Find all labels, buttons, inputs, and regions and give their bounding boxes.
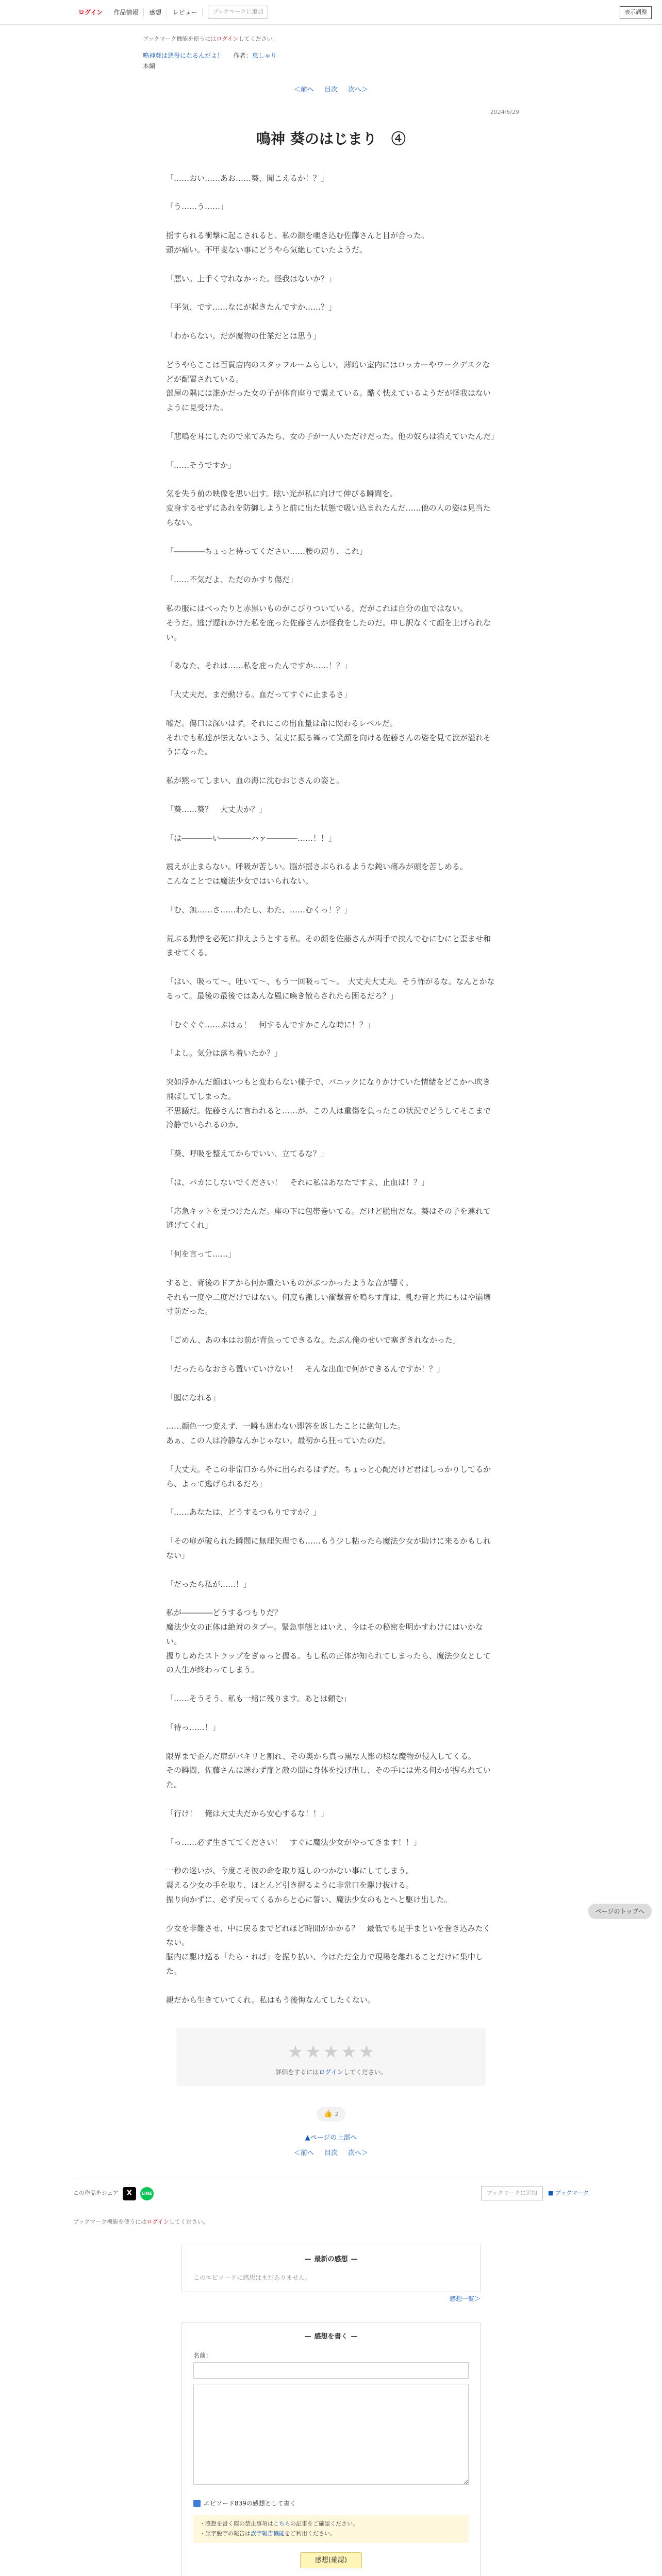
site-header [0, 0, 662, 25]
episode-pager-top [143, 85, 519, 95]
body-paragraph: 「何を言って……」 [166, 1249, 236, 1259]
body-paragraph: どうやらここは百貨店内のスタッフルームらしい。薄暗い室内にはロッカーやワークデスクなどが配置されている。 部屋の隅には誰かだった女の子が体育座りで震えている。酷く怯えているようだが怪我はないように見受けた。 [166, 360, 491, 412]
share-bar [73, 2179, 589, 2200]
body-paragraph: 「葵、呼吸を整えてからでいい、立てるな？」 [166, 1149, 328, 1158]
breadcrumb: 鳴神葵は悪役になるんだよ！ 作者：恵しゃり [143, 52, 277, 59]
episode-title: 鳴神 葵のはじまり ④ [256, 130, 406, 147]
author-link[interactable]: 恵しゃり [252, 52, 277, 59]
body-paragraph: 「は、バカにしないでください！ それに私はあなたですよ、止血は！？」 [166, 1177, 429, 1187]
rating-box [176, 2028, 486, 2086]
bookmark-add-button[interactable]: ブックマークに追加 [208, 6, 268, 19]
body-paragraph: 「……そうそう、私も一緒に残ります。あとは頼む」 [166, 1694, 351, 1703]
body-paragraph: 突如浮かんだ顔はいつもと変わらない様子で、パニックになりかけていた情緒をどこかへ吹き飛ばしてしまった。 不思議だ。佐藤さんに言われると……が、この人は重傷を負ったこの状況でどうしてそこまで冷静でいられるのか。 [166, 1077, 491, 1130]
body-paragraph: 「だったら私が……！」 [166, 1579, 252, 1589]
impression-warning: ・感想を書く際の禁止事項はこちらの記事をご確認ください。 ・誤字脱字の報告は誤字報告機能をご利用ください。 [193, 2515, 469, 2543]
body-paragraph: 「――――ちょっと待ってください……腰の辺り、これ」 [166, 546, 368, 556]
prev-link[interactable]: ＜前へ [293, 86, 314, 94]
nav-impressions[interactable]: 感想 [144, 8, 167, 17]
body-paragraph: 「悲鳴を耳にしたので来てみたら、女の子が一人いただけだった。他の奴らは消えていたんだ」 [166, 431, 499, 441]
body-paragraph: 「むぐぐぐ……ぷはぁ！ 何するんですかこんな時に！？」 [166, 1020, 375, 1029]
body-paragraph: 親だから生きていてくれ。私はもう後悔なんてしたくない。 [166, 1995, 375, 2005]
bookmark-icon: ■ [548, 2190, 555, 2197]
body-paragraph: 「……あなたは、どうするつもりですか？」 [166, 1507, 321, 1517]
notice-login-link-bottom[interactable]: ログイン [146, 2218, 169, 2225]
x-share-icon[interactable]: X [123, 2187, 136, 2200]
body-paragraph: 「だったらなおさら置いていけない！ そんな出血で何ができるんですか！？」 [166, 1364, 445, 1374]
body-paragraph: 「はい、吸って～、吐いて～、もう一回吸って～。 大丈夫大丈夫。そう怖がるな。なんとかなるって。最後の最後ではあんな風に喚き散らされたら困るだろ？」 [166, 977, 495, 1001]
login-link[interactable]: ログイン [73, 8, 108, 17]
body-paragraph: 私が黙ってしまい、血の海に沈むおじさんの姿と。 [166, 776, 344, 785]
body-paragraph: 「行け！ 俺は大丈夫だから安心するな！！」 [166, 1808, 329, 1818]
body-paragraph: 「む、無……さ……わたし、わた、……むくっ！？」 [166, 905, 352, 914]
body-paragraph: 「平気、です……なにが起きたんですか……？」 [166, 302, 337, 312]
nav-reviews[interactable]: レビュー [167, 8, 203, 17]
body-paragraph: 「あなた、それは……私を庇ったんですか……！？」 [166, 661, 352, 671]
body-paragraph: 「応急キットを見つけたんだ。座の下に包帯巻いてる。だけど脱出だな。葵はその子を連れて逃げてくれ」 [166, 1206, 491, 1230]
latest-impressions [181, 2245, 481, 2292]
body-paragraph: 「悪い。上手く守れなかった。怪我はないか？」 [166, 274, 337, 283]
body-paragraph: 気を失う前の映像を思い出す。眩い光が私に向けて伸びる瞬間を。 変身するせずにあれを防御しようと前に出た状態で吸い込まれたんだ……他の人の姿は見当たらない。 [166, 489, 491, 527]
index-link[interactable]: 目次 [324, 86, 338, 94]
episode-checkbox-row[interactable] [193, 2499, 469, 2508]
body-paragraph: 「ごめん、あの本はお前が背負ってできるな。たぶん俺のせいで塞ぎきれなかった」 [166, 1335, 460, 1345]
like-button[interactable] [317, 2107, 346, 2122]
bookmark-notice-bottom: ブックマーク機能を使うにはログインしてください。 [73, 2218, 209, 2225]
body-paragraph: 「大丈夫だ。まだ動ける。血だってすぐに止まるさ」 [166, 690, 352, 699]
body-paragraph: 「う……う……」 [166, 202, 228, 212]
body-paragraph: 「わからない。だが魔物の仕業だとは思う」 [166, 331, 321, 341]
body-paragraph: ……顔色一つ変えず、一瞬も迷わない即答を返したことに絶句した。 あぁ、この人は冷静なんかじゃない。最初から狂っていたのだ。 [166, 1421, 405, 1445]
body-paragraph: 限界まで歪んだ扉がバキリと割れ、その奥から真っ黒な人影の様な魔物が侵入してくる。 その瞬間、佐藤さんは迷わず扉と敵の間に身体を投げ出し、その手には光る何かが握られていた。 [166, 1751, 491, 1789]
body-paragraph: 「その扉が破られた瞬間に無理矢理でも……もう少し粘ったら魔法少女が助けに来るかもしれない」 [166, 1536, 491, 1560]
impressions-list-link[interactable]: 感想一覧＞ [449, 2295, 481, 2302]
body-paragraph: 「囮になれる」 [166, 1393, 221, 1402]
latest-impressions-title: — 最新の感想 — [193, 2255, 469, 2265]
write-impression-form [181, 2322, 481, 2576]
episode-pager-bottom [143, 2148, 519, 2159]
typo-report-link[interactable]: 誤字報告機能 [251, 2530, 285, 2537]
work-title-link[interactable]: 鳴神葵は悪役になるんだよ！ [143, 52, 224, 59]
name-label: 名前： [193, 2352, 212, 2360]
star-icon[interactable]: ★ [341, 2042, 357, 2063]
body-paragraph: 少女を非難させ、中に戻るまでどれほど時間がかかる？ 最低でも足手まといを巻き込みたくない。 脳内に駆け巡る「たら・れば」を振り払い、今はただ全力で現場を離れることだけに集中した。 [166, 1923, 491, 1976]
body-paragraph: 震えが止まらない。呼吸が苦しい。脳が揺さぶられるような鈍い痛みが頭を苦しめる。 こんなことでは魔法少女ではいられない。 [166, 862, 468, 886]
rules-link[interactable]: こちら [273, 2520, 290, 2528]
body-paragraph: 「は――――い――――ハァ――――……！！」 [166, 833, 337, 843]
submit-impression-button[interactable]: 感想(確認) [300, 2552, 362, 2569]
section-name: 本編 [143, 62, 156, 70]
body-paragraph: 荒ぶる動悸を必死に抑えようとする私。その顔を佐藤さんが両手で挟んでむにむにと歪ませ和ませてくる。 [166, 934, 491, 958]
star-icon[interactable]: ★ [358, 2042, 375, 2063]
body-paragraph: 私の服にはべったりと赤黒いものがこびりついている。だがこれは自分の血ではない。 そうだ。逃げ遅れかけた私を庇った佐藤さんが怪我をしたのだ。申し訳なくて顔を上げられない。 [166, 604, 491, 642]
rating-stars[interactable] [176, 2039, 486, 2065]
episode-date: 2024/6/29 [490, 109, 519, 115]
body-paragraph: 「っ……必ず生きててください！ すぐに魔法少女がやってきます！！」 [166, 1837, 422, 1847]
next-link[interactable]: 次へ＞ [348, 86, 369, 94]
body-paragraph: 「葵……葵？ 大丈夫か？」 [166, 804, 267, 814]
star-icon[interactable]: ★ [305, 2042, 321, 2063]
line-share-icon[interactable]: LINE [140, 2187, 154, 2200]
like-count: 2 [335, 2111, 339, 2118]
body-paragraph: 「……おい……あお……葵、聞こえるか！？」 [166, 173, 329, 183]
bookmark-link[interactable]: ■ ブックマーク [548, 2190, 589, 2197]
index-link-bottom[interactable]: 目次 [324, 2149, 338, 2157]
body-paragraph: 私が――――どうするつもりだ？ 魔法少女の正体は絶対のタブー。緊急事態とはいえ、今はその秘密を明かすわけにはいかない。 握りしめたストラップをぎゅっと握る。もし私の正体が知られてしまったら、魔法少女としての人生が終わってしまう。 [166, 1608, 491, 1675]
scroll-top-button[interactable]: ページのトップへ [588, 1904, 652, 1919]
body-paragraph: 「大丈夫。そこの非常口から外に出られるはずだ。ちょっと心配だけど君はしっかりしてるから、よって逃げられるだろ」 [166, 1464, 491, 1488]
body-paragraph: 「……不気だよ、ただのかすり傷だ」 [166, 575, 298, 585]
next-link-bottom[interactable]: 次へ＞ [348, 2149, 369, 2157]
rating-login-link[interactable]: ログイン [319, 2069, 343, 2076]
display-settings-button[interactable]: 表示調整 [620, 6, 652, 19]
episode-checkbox[interactable] [193, 2500, 201, 2507]
body-paragraph: 「待っ……！」 [166, 1722, 221, 1732]
write-impression-title: — 感想を書く — [193, 2332, 469, 2342]
rating-note: 評価をするにはログインしてください。 [275, 2069, 387, 2076]
body-paragraph: 「よし。気分は落ち着いたか？」 [166, 1048, 283, 1058]
body-paragraph: 嘘だ。傷口は深いはず。それにこの出血量は命に関わるレベルだ。 それでも私達が怯えないよう、気丈に振る舞って笑顔を向ける佐藤さんの姿を見て涙が溢れそうになった。 [166, 718, 491, 757]
share-label: この作品をシェア [73, 2190, 119, 2197]
body-paragraph: 一秒の迷いが、今度こそ彼の命を取り返しのつかない事にしてしまう。 震える少女の手を取り、ほとんど引き摺るように非常口を駆け抜ける。 振り向かずに、必ず戻ってくるからと心に誓い、魔法少女のもとへと駆け出した。 [166, 1866, 452, 1904]
body-paragraph: 揺すられる衝撃に起こされると、私の顔を覗き込む佐藤さんと目が合った。 頭が痛い。不甲斐ない事にどうやら気絶していたようだ。 [166, 231, 429, 255]
impression-textarea[interactable] [193, 2384, 469, 2485]
no-impressions-text: このエピソードに感想はまだありません。 [193, 2274, 311, 2281]
star-icon[interactable]: ★ [323, 2042, 339, 2063]
episode-checkbox-label: エピソード839の感想として書く [204, 2500, 296, 2507]
bookmark-add-button-bottom[interactable]: ブックマークに追加 [481, 2187, 543, 2200]
nav-work-info[interactable]: 作品情報 [108, 8, 144, 17]
page-top-link[interactable]: ▲ページの上部へ [305, 2134, 357, 2142]
thumbs-up-icon: 👍 [323, 2110, 333, 2119]
bookmark-notice: ブックマーク機能を使うにはログインしてください。 [143, 36, 278, 42]
name-input[interactable] [193, 2362, 469, 2379]
notice-login-link[interactable]: ログイン [216, 36, 239, 42]
body-paragraph: すると、背後のドアから何か重たいものがぶつかったような音が響く。 それも一度や二度だけではない。何度も激しい衝撃音を鳴らす扉は、軋む音と共にもはや崩壊寸前だった。 [166, 1278, 491, 1316]
episode-body [166, 172, 499, 2008]
body-paragraph: 「……そうですか」 [166, 460, 236, 470]
prev-link-bottom[interactable]: ＜前へ [293, 2149, 314, 2157]
star-icon[interactable]: ★ [287, 2042, 304, 2063]
